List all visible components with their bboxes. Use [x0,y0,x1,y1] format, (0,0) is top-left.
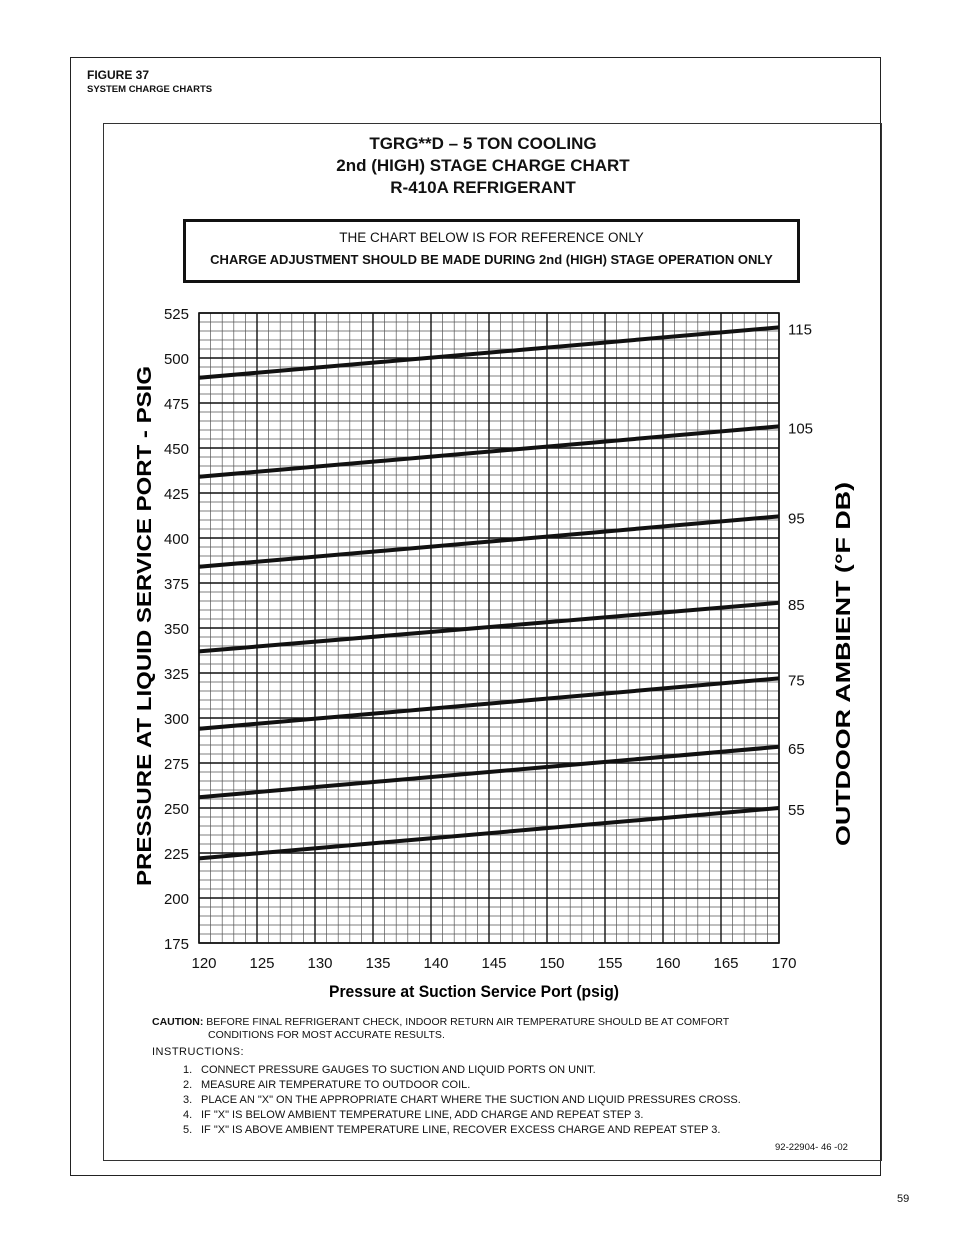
y-tick-label: 450 [163,441,189,458]
figure-caption: SYSTEM CHARGE CHARTS [87,84,213,95]
x-tick-labels [191,955,796,972]
figure-number: FIGURE 37 [87,68,150,82]
y-tick-label: 275 [163,756,189,773]
chart-title-line3: R-410A REFRIGERANT [390,178,576,197]
x-tick-label: 150 [539,955,565,972]
ambient-label-55: 55 [788,802,805,819]
series-labels [788,321,813,819]
x-tick-label: 145 [481,955,507,972]
y-tick-label: 500 [163,351,189,368]
x-tick-label: 135 [365,955,391,972]
y-tick-label: 525 [163,306,189,323]
y-tick-label: 300 [163,711,189,728]
x-tick-label: 170 [771,955,797,972]
page-number: 59 [897,1193,910,1205]
caution-text-2: CONDITIONS FOR MOST ACCURATE RESULTS. [208,1029,445,1041]
caution-label: CAUTION: [152,1016,204,1028]
x-tick-label: 130 [307,955,333,972]
y-tick-label: 475 [163,396,189,413]
instructions-title: INSTRUCTIONS: [152,1046,245,1058]
y-tick-labels [164,306,189,953]
instruction-item: 5. IF "X" IS ABOVE AMBIENT TEMPERATURE LINE, RECOVER EXCESS CHARGE AND REPEAT STEP 3. [183,1124,721,1136]
ambient-label-85: 85 [788,596,805,614]
y-tick-label: 225 [163,846,189,863]
x-tick-label: 160 [655,955,681,972]
instructions-list [183,1063,741,1138]
y-tick-label: 250 [163,801,189,818]
y-tick-label: 400 [163,531,189,548]
notice-line1: THE CHART BELOW IS FOR REFERENCE ONLY [339,230,644,245]
x-tick-label: 140 [423,955,449,972]
instruction-item: 2. MEASURE AIR TEMPERATURE TO OUTDOOR COIL. [183,1079,471,1091]
y-tick-label: 325 [163,666,189,683]
y-tick-label: 425 [163,486,189,503]
y-axis-label: PRESSURE AT LIQUID SERVICE PORT - PSIG [134,452,156,886]
document-code: 92-22904- 46 -02 [775,1142,848,1153]
y-tick-label: 200 [163,891,189,908]
caution-text-1: BEFORE FINAL REFRIGERANT CHECK, INDOOR RETURN AIR TEMPERATURE SHOULD BE AT COMFORT [206,1016,730,1028]
y-tick-label: 375 [163,576,189,593]
caution-note [152,1016,729,1042]
x-axis-label: Pressure at Suction Service Port (psig) [329,982,619,1001]
x-tick-label: 165 [713,955,739,972]
x-tick-label: 155 [597,955,623,972]
x-tick-label: 125 [249,955,275,972]
x-tick-label: 120 [191,955,217,972]
chart-title-line2: 2nd (HIGH) STAGE CHARGE CHART [336,156,630,175]
right-axis-label: OUTDOOR AMBIENT (°F DB) [833,574,855,846]
y-tick-label: 350 [163,621,189,638]
instruction-item: 3. PLACE AN "X" ON THE APPROPRIATE CHART WHERE THE SUCTION AND LIQUID PRESSURES CROSS. [183,1094,741,1106]
chart-title-line1: TGRG**D – 5 TON COOLING [369,134,597,153]
ambient-label-95: 95 [788,510,805,528]
ambient-label-115: 115 [788,321,812,339]
ambient-label-75: 75 [788,672,805,690]
y-tick-label: 175 [163,936,189,953]
notice-line2: CHARGE ADJUSTMENT SHOULD BE MADE DURING 2nd (HIGH) STAGE OPERATION ONLY [210,252,773,267]
ambient-label-105: 105 [788,420,814,438]
ambient-label-65: 65 [788,740,805,758]
instruction-item: 1. CONNECT PRESSURE GAUGES TO SUCTION AND LIQUID PORTS ON UNIT. [183,1064,596,1076]
instruction-item: 4. IF "X" IS BELOW AMBIENT TEMPERATURE LINE, ADD CHARGE AND REPEAT STEP 3. [183,1109,644,1121]
